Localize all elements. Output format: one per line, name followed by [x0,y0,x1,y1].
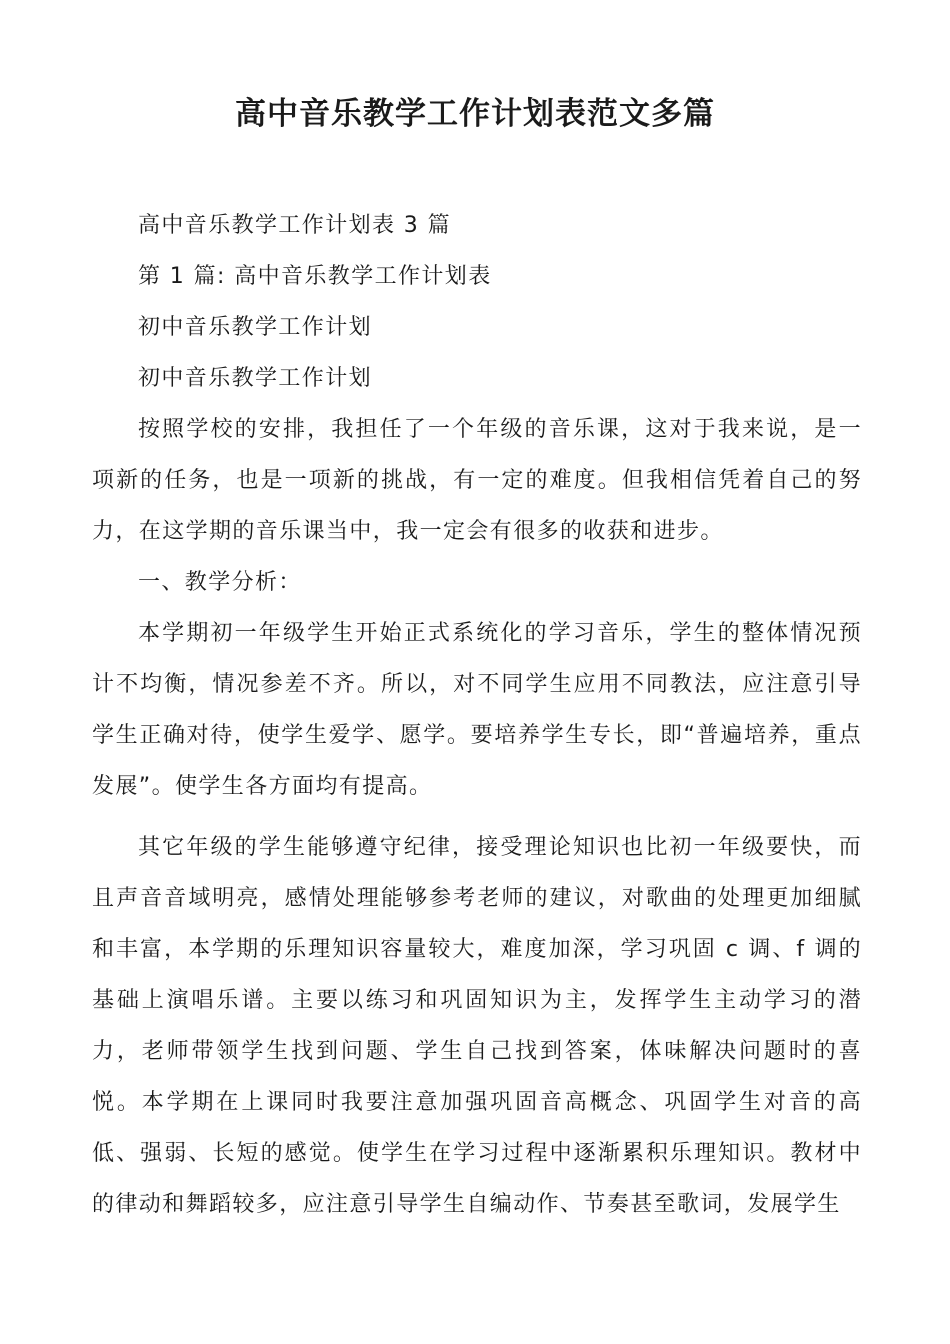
section-heading: 初中音乐教学工作计划 [138,366,373,391]
intro-paragraph: 按照学校的安排，我担任了一个年级的音乐课，这对于我来说，是一项新的任务，也是一项新的挑战，有一定的难度。但我相信凭着自己的努力，在这学期的音乐课当中，我一定会有很多的收获和进步。 [92,417,862,544]
analysis-heading: 一、教学分析： [138,570,302,595]
document-body [92,200,862,1230]
body-paragraph: 其它年级的学生能够遵守纪律，接受理论知识也比初一年级要快，而且声音音域明亮，感情处理能够参考老师的建议，对歌曲的处理更加细腻和丰富，本学期的乐理知识容量较大，难度加深，学习巩固 c 调、f 调的基础上演唱乐谱。主要以练习和巩固知识为主，发挥学生主动学习的潜力，老师带领学生找到问题、学生自己找到答案，体味解决问题时的喜悦。本学期在上课同时我要注意加强巩固音高概念、巩固学生对音的高低、强弱、长短的感觉。使学生在学习过程中逐渐累积乐理知识。教材中的律动和舞蹈较多，应注意引导学生自编动作、节奏甚至歌词，发展学生 [92,835,862,1217]
chapter-heading: 第 1 篇: 高中音乐教学工作计划表 [138,264,492,289]
body-paragraph: 本学期初一年级学生开始正式系统化的学习音乐，学生的整体情况预计不均衡，情况参差不齐。所以，对不同学生应用不同教法，应注意引导学生正确对待，使学生爱学、愿学。要培养学生专长，即“普遍培养，重点发展”。使学生各方面均有提高。 [92,621,862,799]
document-title: 高中音乐教学工作计划表范文多篇 [235,96,715,132]
section-heading: 初中音乐教学工作计划 [138,315,373,340]
subtitle-paragraph: 高中音乐教学工作计划表 3 篇 [138,213,451,238]
